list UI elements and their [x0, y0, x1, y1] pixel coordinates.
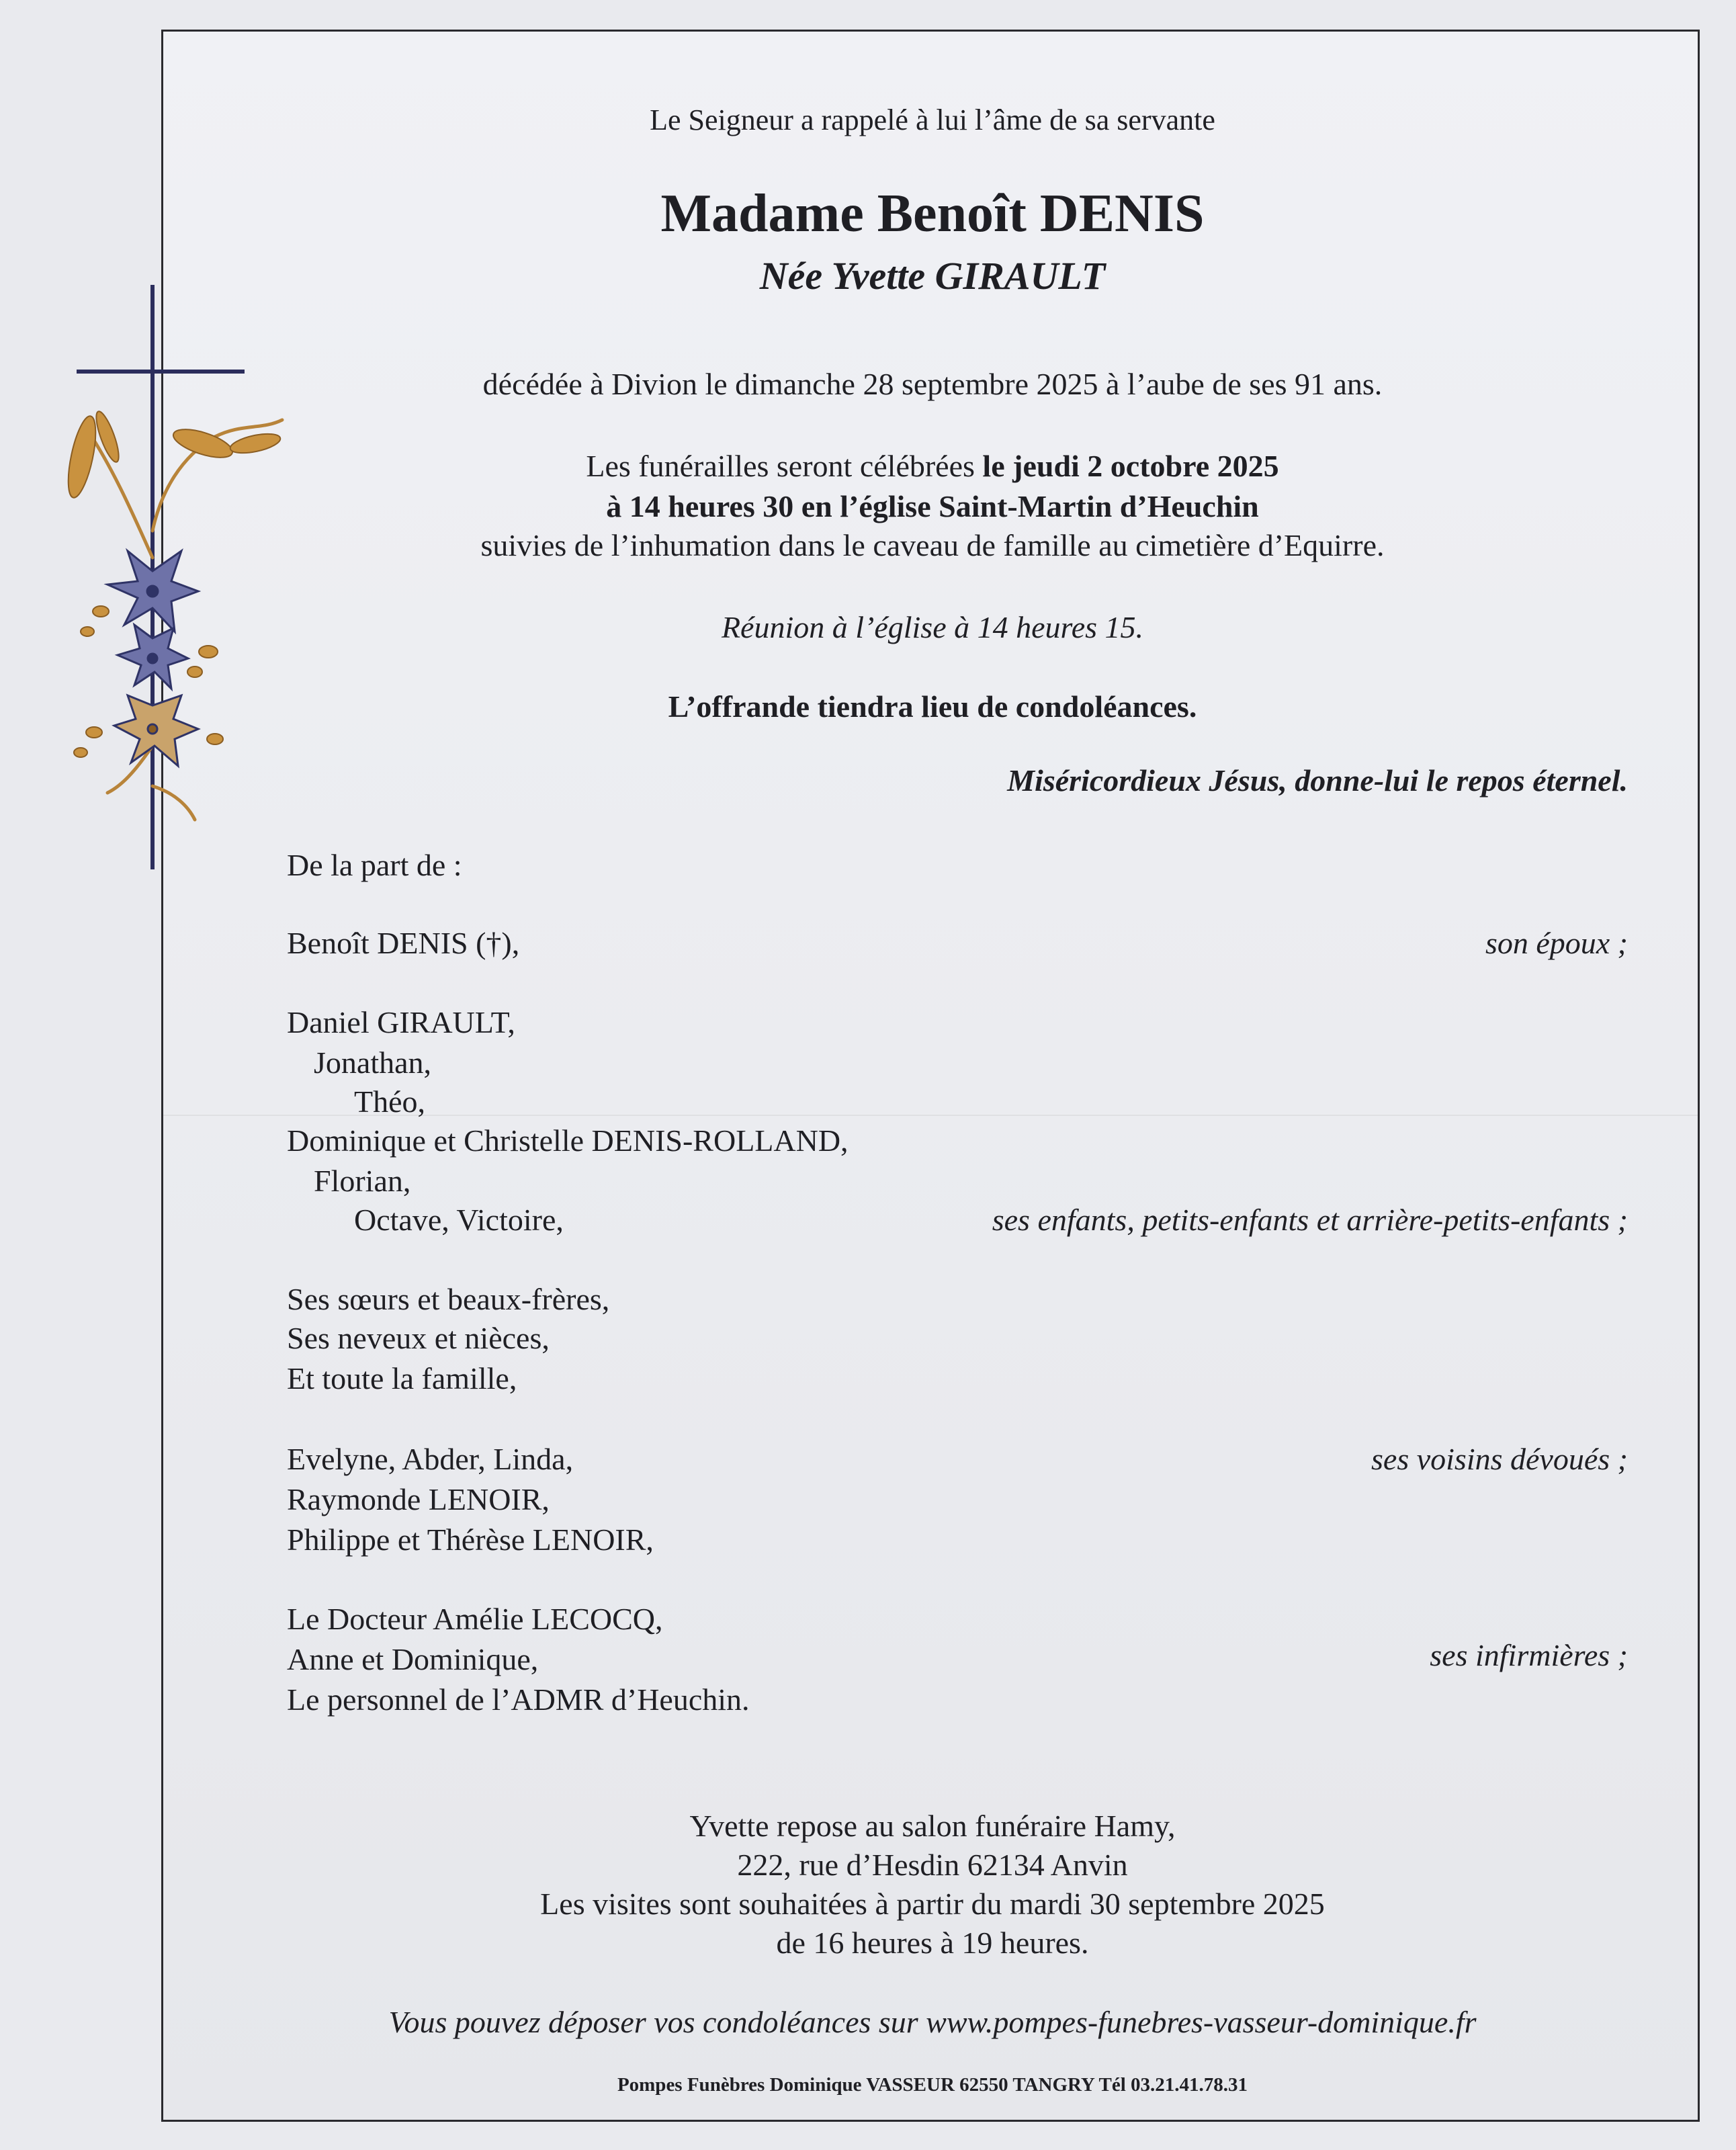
funeral-date: le jeudi 2 octobre 2025	[982, 449, 1279, 483]
meeting-note: Réunion à l’église à 14 heures 15.	[721, 610, 1144, 644]
nurses-relation: ses infirmières ;	[1430, 1638, 1628, 1672]
funeral-line-1	[163, 448, 1702, 484]
from-label: De la part de :	[287, 848, 462, 882]
wheat-icon	[87, 420, 282, 820]
offering-note: L’offrande tiendra lieu de condoléances.	[668, 689, 1197, 724]
children-relation: ses enfants, petits-enfants et arrière-petits-enfants ;	[992, 1203, 1628, 1237]
nurses-name-1: Le Docteur Amélie LECOCQ,	[287, 1602, 663, 1636]
children-name-6: Octave, Victoire,	[354, 1203, 564, 1237]
deceased-name: Madame Benoît DENIS	[660, 184, 1205, 243]
nurses-name-2: Anne et Dominique,	[287, 1642, 539, 1676]
nurses-name-3: Le personnel de l’ADMR d’Heuchin.	[287, 1682, 750, 1717]
visit-line-1: Yvette repose au salon funéraire Hamy,	[689, 1809, 1176, 1843]
flower-icon	[107, 551, 198, 766]
funeral-line-1-plain: Les funérailles seront célébrées	[586, 449, 983, 483]
obituary-card	[161, 30, 1700, 2122]
spouse-relation: son époux ;	[1485, 926, 1628, 960]
funeral-home-footer: Pompes Funèbres Dominique VASSEUR 62550 TANGRY Tél 03.21.41.78.31	[617, 2074, 1248, 2096]
children-name-5: Florian,	[314, 1164, 411, 1198]
visit-line-3: Les visites sont souhaitées à partir du mardi 30 septembre 2025	[540, 1887, 1325, 1921]
children-name-3: Théo,	[354, 1084, 426, 1119]
visit-line-4: de 16 heures à 19 heures.	[776, 1926, 1089, 1960]
family-line-1: Ses sœurs et beaux-frères,	[287, 1282, 610, 1316]
children-name-1: Daniel GIRAULT,	[287, 1005, 515, 1039]
children-name-2: Jonathan,	[314, 1045, 432, 1080]
neighbors-name-1: Evelyne, Abder, Linda,	[287, 1442, 574, 1476]
family-line-3: Et toute la famille,	[287, 1361, 517, 1395]
children-name-4: Dominique et Christelle DENIS-ROLLAND,	[287, 1123, 849, 1158]
intro-text: Le Seigneur a rappelé à lui l’âme de sa servante	[650, 103, 1215, 136]
spouse-name: Benoît DENIS (†),	[287, 926, 520, 960]
death-notice: décédée à Divion le dimanche 28 septembre 2025 à l’aube de ses 91 ans.	[482, 367, 1383, 401]
neighbors-name-3: Philippe et Thérèse LENOIR,	[287, 1522, 654, 1557]
cross-flower-decoration	[60, 275, 343, 873]
funeral-line-2: à 14 heures 30 en l’église Saint-Martin d’Heuchin	[606, 489, 1259, 523]
prayer: Miséricordieux Jésus, donne-lui le repos éternel.	[1007, 763, 1628, 798]
condolences-note: Vous pouvez déposer vos condoléances sur www.pompes-funebres-vasseur-dominique.fr	[388, 2005, 1477, 2039]
family-line-2: Ses neveux et nièces,	[287, 1321, 550, 1355]
maiden-name: Née Yvette GIRAULT	[759, 254, 1106, 298]
neighbors-relation: ses voisins dévoués ;	[1371, 1442, 1628, 1476]
neighbors-name-2: Raymonde LENOIR,	[287, 1482, 550, 1516]
funeral-line-3: suivies de l’inhumation dans le caveau de famille au cimetière d’Equirre.	[480, 528, 1385, 562]
visit-line-2: 222, rue d’Hesdin 62134 Anvin	[737, 1848, 1128, 1882]
